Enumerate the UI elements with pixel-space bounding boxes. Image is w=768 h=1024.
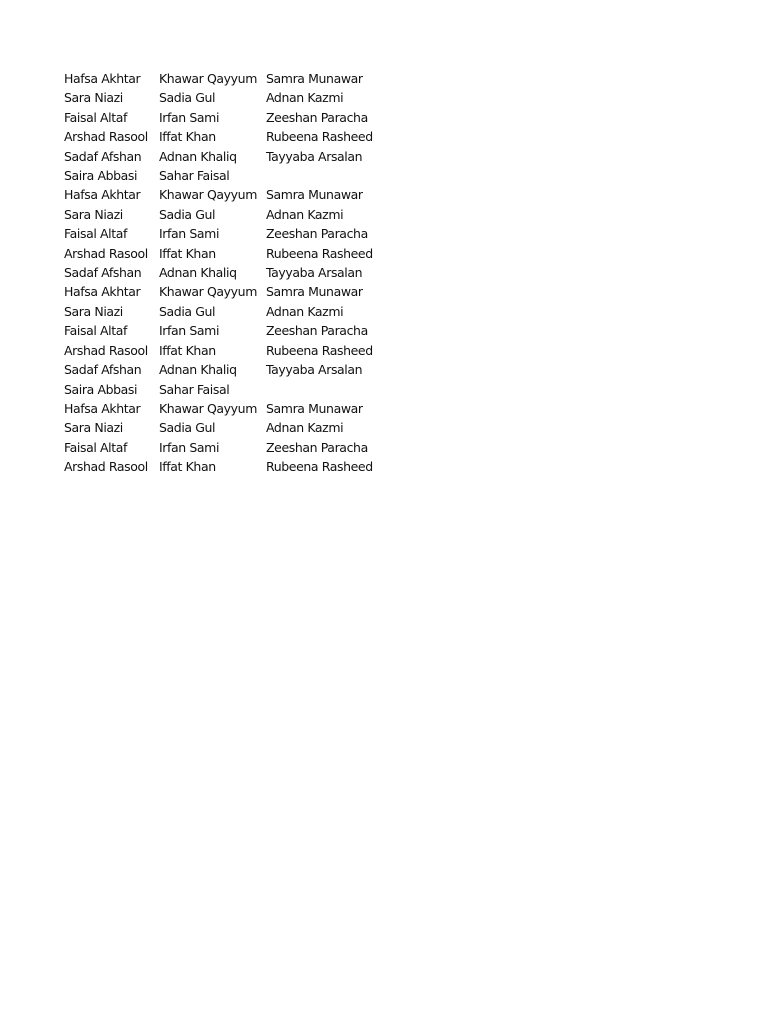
name-cell: Sara Niazi <box>64 90 123 106</box>
name-cell: Sadia Gul <box>159 303 216 319</box>
name-cell: Sahar Faisal <box>159 168 230 184</box>
table-row <box>64 282 406 301</box>
name-cell: Sadaf Afshan <box>64 362 142 378</box>
names-table <box>64 69 406 477</box>
name-cell: Rubeena Rasheed <box>266 245 373 261</box>
name-cell: Saira Abbasi <box>64 381 138 397</box>
name-cell: Hafsa Akhtar <box>64 187 141 203</box>
table-row <box>64 88 406 107</box>
table-row <box>64 166 406 185</box>
name-cell: Samra Munawar <box>266 400 363 416</box>
name-cell: Khawar Qayyum <box>159 71 257 86</box>
name-cell: Adnan Kazmi <box>266 420 344 436</box>
name-cell: Samra Munawar <box>266 187 363 203</box>
name-cell: Sadaf Afshan <box>64 265 142 281</box>
name-cell: Saira Abbasi <box>64 168 138 184</box>
table-row <box>64 380 406 399</box>
name-cell: Adnan Kazmi <box>266 206 344 222</box>
table-row <box>64 185 406 204</box>
name-cell: Zeeshan Paracha <box>266 109 368 125</box>
name-cell: Arshad Rasool <box>64 129 148 145</box>
name-cell: Samra Munawar <box>266 71 363 86</box>
name-cell: Tayyaba Arsalan <box>266 362 363 378</box>
table-row <box>64 418 406 437</box>
name-cell: Tayyaba Arsalan <box>266 265 363 281</box>
name-cell: Khawar Qayyum <box>159 284 257 300</box>
name-cell: Zeeshan Paracha <box>266 323 368 339</box>
name-cell: Sahar Faisal <box>159 381 230 397</box>
name-cell: Faisal Altaf <box>64 439 127 455</box>
name-cell: Hafsa Akhtar <box>64 284 141 300</box>
table-row <box>64 341 406 360</box>
name-cell <box>266 380 406 399</box>
name-cell: Irfan Sami <box>159 439 220 455</box>
name-cell: Adnan Kazmi <box>266 303 344 319</box>
name-cell: Irfan Sami <box>159 109 220 125</box>
name-cell: Sadia Gul <box>159 206 216 222</box>
name-cell <box>266 166 406 185</box>
name-cell: Arshad Rasool <box>64 245 148 261</box>
name-cell: Arshad Rasool <box>64 459 148 475</box>
name-cell: Rubeena Rasheed <box>266 129 373 145</box>
name-cell: Iffat Khan <box>159 245 216 261</box>
name-cell: Faisal Altaf <box>64 323 127 339</box>
name-cell: Rubeena Rasheed <box>266 342 373 358</box>
name-cell: Iffat Khan <box>159 342 216 358</box>
name-cell: Sadia Gul <box>159 90 216 106</box>
table-row <box>64 438 406 457</box>
table-row <box>64 205 406 224</box>
name-cell: Sara Niazi <box>64 206 123 222</box>
name-cell: Adnan Khaliq <box>159 265 237 281</box>
table-row <box>64 69 406 88</box>
table-row <box>64 321 406 340</box>
name-cell: Hafsa Akhtar <box>64 71 141 86</box>
table-row <box>64 127 406 146</box>
name-cell: Iffat Khan <box>159 129 216 145</box>
name-cell: Tayyaba Arsalan <box>266 148 363 164</box>
name-cell: Hafsa Akhtar <box>64 400 141 416</box>
table-row <box>64 360 406 379</box>
name-cell: Adnan Khaliq <box>159 148 237 164</box>
table-row <box>64 263 406 282</box>
name-cell: Faisal Altaf <box>64 109 127 125</box>
table-row <box>64 457 406 476</box>
name-cell: Irfan Sami <box>159 323 220 339</box>
name-cell: Sadia Gul <box>159 420 216 436</box>
table-row <box>64 224 406 243</box>
names-table-body <box>64 69 406 477</box>
name-cell: Iffat Khan <box>159 459 216 475</box>
name-cell: Faisal Altaf <box>64 226 127 242</box>
name-cell: Rubeena Rasheed <box>266 459 373 475</box>
name-cell: Khawar Qayyum <box>159 400 257 416</box>
table-row <box>64 108 406 127</box>
table-row <box>64 244 406 263</box>
name-cell: Adnan Khaliq <box>159 362 237 378</box>
name-cell: Arshad Rasool <box>64 342 148 358</box>
name-cell: Adnan Kazmi <box>266 90 344 106</box>
name-cell: Sadaf Afshan <box>64 148 142 164</box>
name-cell: Zeeshan Paracha <box>266 226 368 242</box>
table-row <box>64 399 406 418</box>
name-cell: Sara Niazi <box>64 303 123 319</box>
name-cell: Zeeshan Paracha <box>266 439 368 455</box>
table-row <box>64 147 406 166</box>
name-cell: Khawar Qayyum <box>159 187 257 203</box>
name-cell: Irfan Sami <box>159 226 220 242</box>
name-cell: Sara Niazi <box>64 420 123 436</box>
name-cell: Samra Munawar <box>266 284 363 300</box>
table-row <box>64 302 406 321</box>
